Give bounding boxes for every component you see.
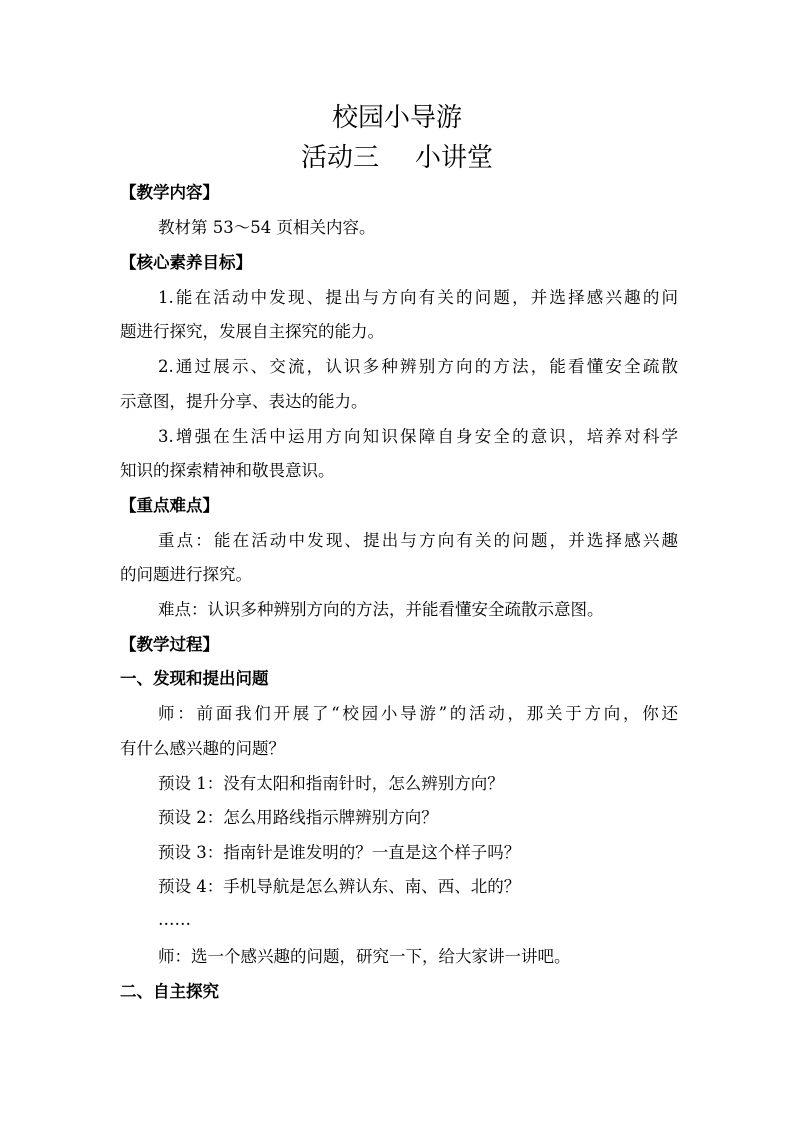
- section-heading-core-goals: 【核心素养目标】: [120, 253, 252, 272]
- section-heading-teaching-content: 【教学内容】: [120, 183, 219, 202]
- goal-1-line-1: 1.能在活动中发现、提出与方向有关的问题，并选择感兴趣的问: [158, 288, 678, 307]
- key-point-line-2: 的问题进行探究。: [120, 565, 252, 584]
- section-heading-process: 【教学过程】: [120, 635, 219, 654]
- goal-1-line-2: 题进行探究，发展自主探究的能力。: [120, 322, 384, 341]
- part-2-heading: 二、自主探究: [120, 982, 219, 1001]
- goal-3-line-2: 知识的探索精神和敬畏意识。: [120, 461, 335, 480]
- key-point-line-1: 重点：能在活动中发现、提出与方向有关的问题，并选择感兴趣: [158, 531, 678, 550]
- goal-2-line-2: 示意图，提升分享、表达的能力。: [120, 392, 368, 411]
- difficult-point-text: 难点：认识多种辨别方向的方法，并能看懂安全疏散示意图。: [158, 600, 604, 619]
- activity-number: 活动三: [300, 143, 379, 173]
- teacher-prompt-2: 师：选一个感兴趣的问题，研究一下，给大家讲一讲吧。: [158, 947, 571, 966]
- preset-answer-2: 预设 2：怎么用路线指示牌辨别方向？: [158, 808, 438, 827]
- teacher-prompt-1-line-1: 师：前面我们开展了“校园小导游”的活动，那关于方向，你还: [158, 704, 678, 723]
- preset-answer-1: 预设 1：没有太阳和指南针时，怎么辨别方向？: [158, 774, 504, 793]
- goal-3-line-1: 3.增强在生活中运用方向知识保障自身安全的意识，培养对科学: [158, 427, 678, 446]
- preset-answer-4: 预设 4：手机导航是怎么辨认东、南、西、北的？: [158, 877, 521, 896]
- goal-2-line-1: 2.通过展示、交流，认识多种辨别方向的方法，能看懂安全疏散: [158, 357, 678, 376]
- activity-title: [0, 140, 794, 176]
- teacher-prompt-1-line-2: 有什么感兴趣的问题？: [120, 739, 285, 758]
- document-title: 校园小导游: [331, 103, 462, 133]
- ellipsis: ……: [158, 910, 191, 929]
- teaching-content-text: 教材第 53～54 页相关内容。: [158, 218, 376, 237]
- preset-answer-3: 预设 3：指南针是谁发明的？一直是这个样子吗？: [158, 843, 521, 862]
- section-heading-key-points: 【重点难点】: [120, 496, 219, 515]
- activity-name: 小讲堂: [415, 143, 494, 173]
- part-1-heading: 一、发现和提出问题: [120, 669, 269, 688]
